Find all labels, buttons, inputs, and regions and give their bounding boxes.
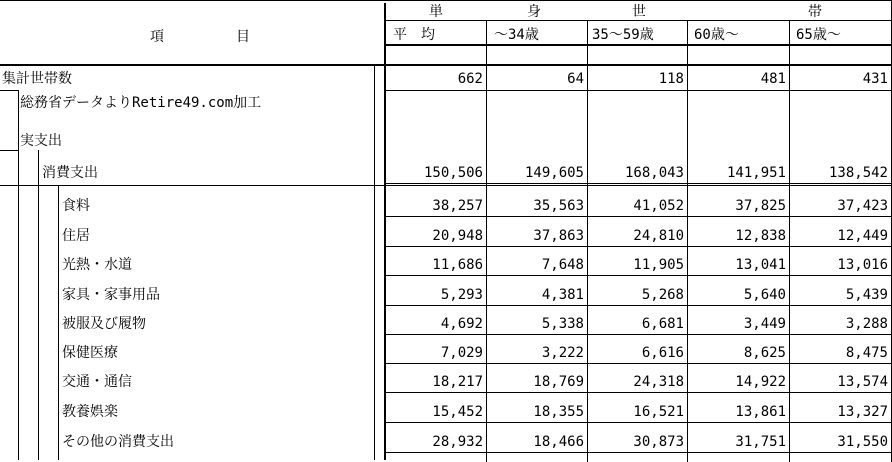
tree-line — [58, 186, 59, 460]
table-cell-value: 12,449 — [837, 228, 888, 244]
grid-line — [789, 20, 790, 462]
header-household-char-4: 帯 — [808, 4, 822, 20]
table-cell-value: 37,825 — [735, 198, 786, 214]
table-cell-value: 662 — [457, 71, 483, 87]
row-label: 実支出 — [20, 133, 62, 149]
table-cell-value: 14,922 — [735, 374, 786, 390]
header-household-char-2: 身 — [527, 4, 541, 20]
grid-line — [384, 452, 892, 453]
table-cell-value: 35,563 — [533, 198, 584, 214]
table-cell-value: 18,217 — [432, 374, 483, 390]
row-label: 被服及び履物 — [62, 316, 146, 332]
table-cell-value: 5,338 — [541, 316, 584, 332]
grid-line — [587, 20, 588, 462]
tree-line — [38, 150, 39, 460]
table-cell-value: 18,355 — [533, 404, 584, 420]
table-cell-value: 30,873 — [633, 434, 684, 450]
table-cell-value: 13,041 — [735, 257, 786, 273]
grid-line — [486, 20, 487, 462]
tree-line — [18, 90, 19, 460]
table-cell-value: 24,318 — [633, 374, 684, 390]
table-cell-value: 481 — [760, 71, 786, 87]
table-cell-value: 6,681 — [641, 316, 684, 332]
grid-line — [384, 275, 892, 276]
row-label: 集計世帯数 — [2, 71, 72, 87]
table-cell-value: 7,029 — [440, 345, 483, 361]
grid-line — [0, 90, 18, 91]
column-header-under-34: ～34歳 — [494, 27, 539, 43]
row-label: 保健医療 — [62, 345, 118, 361]
table-cell-value: 8,475 — [845, 345, 888, 361]
grid-line — [0, 185, 892, 186]
grid-line-top — [0, 0, 892, 1]
table-cell-value: 13,327 — [837, 404, 888, 420]
table-cell-value: 11,905 — [633, 257, 684, 273]
table-cell-value: 20,948 — [432, 228, 483, 244]
grid-line — [384, 305, 892, 306]
table-cell-value: 41,052 — [633, 198, 684, 214]
table-cell-value: 149,605 — [524, 165, 584, 181]
table-cell-value: 37,423 — [837, 198, 888, 214]
row-label: 住居 — [62, 228, 90, 244]
table-cell-value: 13,016 — [837, 257, 888, 273]
table-cell-value: 31,751 — [735, 434, 786, 450]
table-cell-value: 431 — [862, 71, 888, 87]
table-cell-value: 37,863 — [533, 228, 584, 244]
grid-line — [384, 44, 892, 46]
table-cell-value: 18,466 — [533, 434, 584, 450]
column-header-average: 平 均 — [393, 27, 435, 43]
table-cell-value: 64 — [567, 71, 584, 87]
table-cell-value: 12,838 — [735, 228, 786, 244]
row-label: その他の消費支出 — [62, 434, 174, 450]
table-cell-value: 13,861 — [735, 404, 786, 420]
grid-line — [384, 422, 892, 423]
table-cell-value: 3,222 — [541, 345, 584, 361]
table-cell-value: 31,550 — [837, 434, 888, 450]
table-cell-value: 6,616 — [641, 345, 684, 361]
row-label: 消費支出 — [42, 165, 98, 181]
grid-line — [384, 216, 892, 217]
header-household-char-1: 単 — [429, 4, 443, 20]
grid-line — [384, 90, 892, 91]
tree-line — [374, 64, 375, 460]
table-cell-value: 150,506 — [423, 165, 483, 181]
header-item-char-1: 項 — [150, 29, 164, 45]
table-cell-value: 4,692 — [440, 316, 483, 332]
table-cell-value: 5,293 — [440, 287, 483, 303]
table-cell-value: 5,640 — [743, 287, 786, 303]
grid-line — [0, 150, 18, 151]
table-cell-value: 5,268 — [641, 287, 684, 303]
header-household-char-3: 世 — [632, 4, 646, 20]
grid-line — [0, 64, 892, 66]
row-label: 光熱・水道 — [62, 257, 132, 273]
grid-line — [384, 183, 892, 184]
table-cell-value: 16,521 — [633, 404, 684, 420]
grid-line — [384, 246, 892, 247]
table-cell-value: 4,381 — [541, 287, 584, 303]
table-cell-value: 24,810 — [633, 228, 684, 244]
table-cell-value: 168,043 — [624, 165, 684, 181]
table-cell-value: 5,439 — [845, 287, 888, 303]
table-cell-value: 3,288 — [845, 316, 888, 332]
header-item-char-2: 目 — [236, 29, 250, 45]
row-label: 交通・通信 — [62, 374, 132, 390]
grid-line — [384, 392, 892, 393]
table-cell-value: 15,452 — [432, 404, 483, 420]
column-header-35-59: 35～59歳 — [592, 27, 654, 43]
column-header-60-plus: 60歳～ — [694, 27, 739, 43]
row-label: 教養娯楽 — [62, 404, 118, 420]
grid-line — [384, 334, 892, 335]
table-cell-value: 13,574 — [837, 374, 888, 390]
table-cell-value: 138,542 — [828, 165, 888, 181]
table-cell-value: 18,769 — [533, 374, 584, 390]
table-cell-value: 11,686 — [432, 257, 483, 273]
row-label: 家具・家事用品 — [62, 287, 160, 303]
column-header-65-plus: 65歳～ — [796, 27, 841, 43]
grid-line — [384, 20, 892, 21]
table-cell-value: 8,625 — [743, 345, 786, 361]
table-cell-value: 3,449 — [743, 316, 786, 332]
table-cell-value: 118 — [658, 71, 684, 87]
table-cell-value: 141,951 — [726, 165, 786, 181]
table-cell-value: 28,932 — [432, 434, 483, 450]
row-label: 食料 — [62, 198, 90, 214]
table-cell-value: 7,648 — [541, 257, 584, 273]
row-label: 総務省データよりRetire49.com加工 — [20, 95, 262, 111]
table-cell-value: 38,257 — [432, 198, 483, 214]
grid-line — [687, 20, 688, 462]
grid-line — [384, 363, 892, 364]
